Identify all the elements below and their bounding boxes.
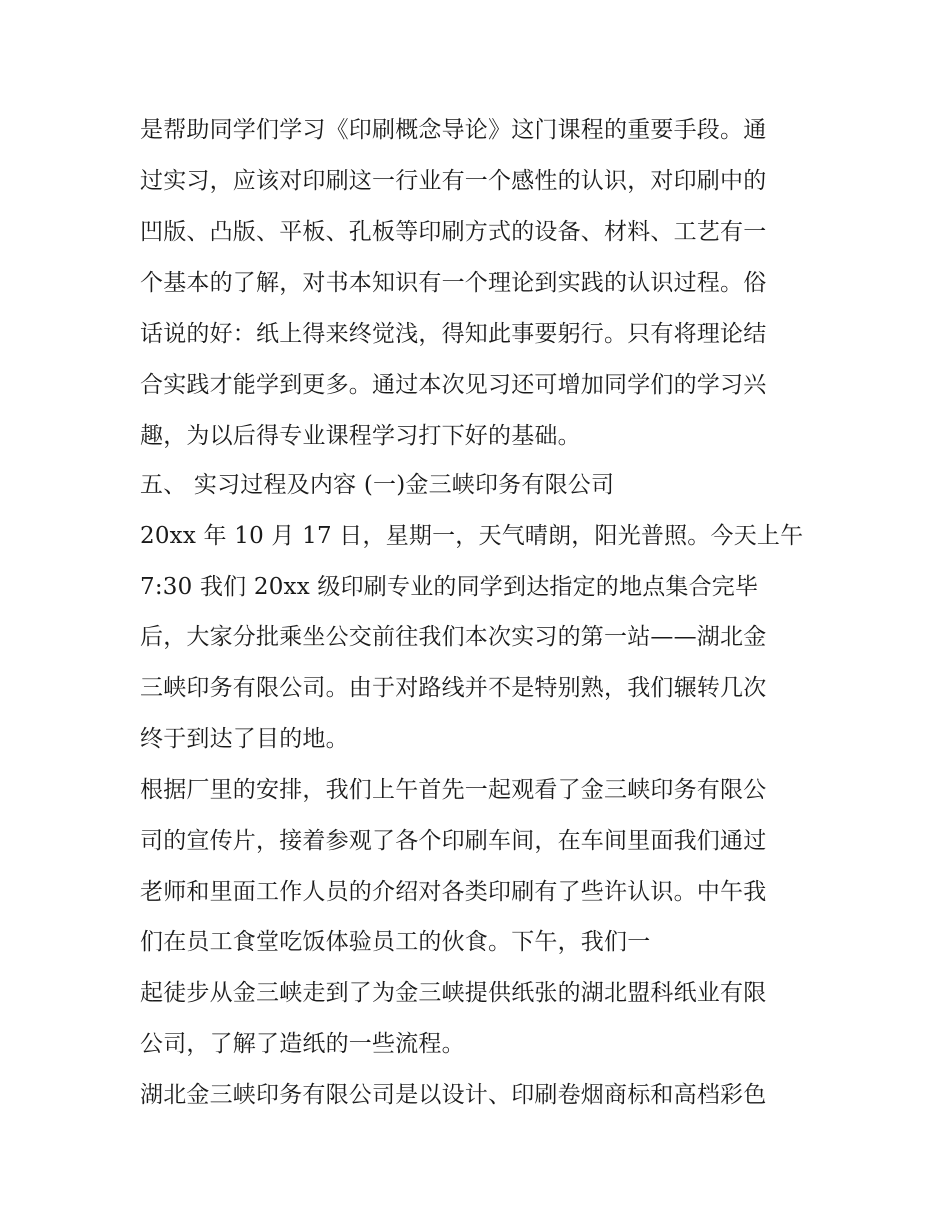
- text-line: 话说的好：纸上得来终觉浅，得知此事要躬行。只有将理论结: [140, 321, 767, 347]
- text-line: 老师和里面工作人员的介绍对各类印刷有了些许认识。中午我: [140, 879, 767, 905]
- text-line: 过实习，应该对印刷这一行业有一个感性的认识，对印刷中的: [140, 168, 767, 194]
- text-line: 个基本的了解，对书本知识有一个理论到实践的认识过程。俗: [140, 270, 767, 296]
- text-line: 7:30 我们 20xx 级印刷专业的同学到达指定的地点集合完毕: [140, 574, 759, 600]
- text-line: 们在员工食堂吃饭体验员工的伙食。下午，我们一: [140, 929, 651, 955]
- text-line: 司的宣传片，接着参观了各个印刷车间，在车间里面我们通过: [140, 828, 767, 854]
- text-line: 20xx 年 10 月 17 日，星期一，天气晴朗，阳光普照。今天上午: [140, 523, 804, 549]
- text-line: 根据厂里的安排，我们上午首先一起观看了金三峡印务有限公: [140, 777, 767, 803]
- section-heading: 五、 实习过程及内容 (一)金三峡印务有限公司: [140, 472, 615, 498]
- text-line: 公司，了解了造纸的一些流程。: [140, 1031, 465, 1057]
- text-line: 起徒步从金三峡走到了为金三峡提供纸张的湖北盟科纸业有限: [140, 980, 767, 1006]
- text-line: 凹版、凸版、平板、孔板等印刷方式的设备、材料、工艺有一: [140, 219, 767, 245]
- text-line: 后，大家分批乘坐公交前往我们本次实习的第一站——湖北金: [140, 624, 767, 650]
- text-line: 趣，为以后得专业课程学习打下好的基础。: [140, 423, 581, 449]
- text-line: 三峡印务有限公司。由于对路线并不是特别熟，我们辗转几次: [140, 675, 767, 701]
- text-line: 是帮助同学们学习《印刷概念导论》这门课程的重要手段。通: [140, 117, 767, 143]
- text-line: 湖北金三峡印务有限公司是以设计、印刷卷烟商标和高档彩色: [140, 1082, 767, 1108]
- text-line: 终于到达了目的地。: [140, 726, 349, 752]
- text-line: 合实践才能学到更多。通过本次见习还可增加同学们的学习兴: [140, 372, 767, 398]
